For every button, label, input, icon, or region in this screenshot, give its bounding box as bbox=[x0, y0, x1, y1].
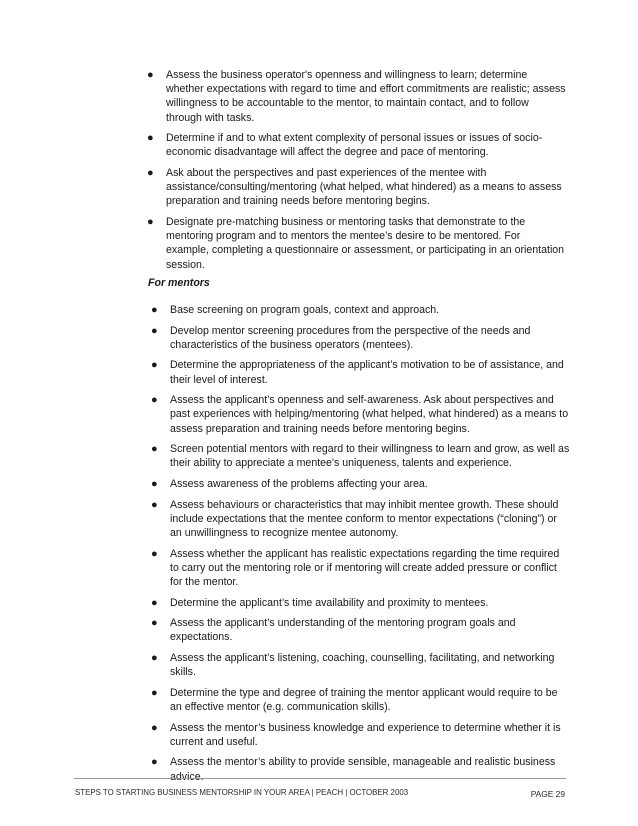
bullet-icon: ● bbox=[151, 756, 158, 769]
list-item bbox=[146, 68, 566, 125]
bullet-icon: ● bbox=[151, 498, 158, 511]
bullet-icon: ● bbox=[151, 686, 158, 699]
list-item-text: Ask about the perspectives and past experiences of the mentee with assistance/consulting/mentoring (what helped, what hindered) as a means to assess preparation and training needs before mentoring begins. bbox=[166, 167, 562, 208]
list-item-text: Base screening on program goals, context and approach. bbox=[170, 304, 440, 316]
bullet-icon: ● bbox=[147, 69, 154, 81]
list-item bbox=[146, 616, 571, 644]
page-number: PAGE 29 bbox=[530, 789, 565, 799]
list-item-text: Assess the mentor’s business knowledge and experience to determine whether it is current and useful. bbox=[170, 721, 561, 748]
list-item-text: Determine the appropriateness of the applicant’s motivation to be of assistance, and their level of interest. bbox=[170, 359, 564, 386]
mentor-screening-list bbox=[146, 303, 571, 790]
list-item-text: Determine if and to what extent complexity of personal issues or issues of socio-economic disadvantage will affect the degree and pace of mentoring. bbox=[166, 132, 543, 159]
list-item-text: Designate pre-matching business or mentoring tasks that demonstrate to the mentoring program and to mentors the mentee’s desire to be mentored. For example, completing a questionnaire or assessment, or participating in an orientation session. bbox=[166, 216, 565, 271]
list-item bbox=[146, 498, 571, 541]
list-item bbox=[146, 547, 571, 590]
bullet-icon: ● bbox=[151, 651, 158, 664]
list-item-text: Screen potential mentors with regard to their willingness to learn and grow, as well as their ability to appreciate a mentee's uniqueness, talents and experience. bbox=[170, 443, 570, 470]
list-item bbox=[146, 686, 571, 714]
list-item bbox=[146, 721, 571, 749]
list-item bbox=[146, 358, 571, 386]
bullet-icon: ● bbox=[151, 596, 158, 609]
bullet-icon: ● bbox=[151, 443, 158, 456]
bullet-icon: ● bbox=[147, 216, 154, 228]
bullet-icon: ● bbox=[151, 617, 158, 630]
list-item bbox=[146, 755, 571, 783]
list-item bbox=[146, 651, 571, 679]
list-item-text: Assess behaviours or characteristics that may inhibit mentee growth. These should include expectations that the mentee conform to mentor expectations (“cloning”) or an unwillingness to recognize mentee autonomy. bbox=[170, 498, 559, 539]
list-item-text: Assess the applicant’s listening, coaching, counselling, facilitating, and networking skills. bbox=[170, 651, 555, 679]
list-item-text: Assess the applicant’s understanding of the mentoring program goals and expectations. bbox=[170, 617, 516, 644]
list-item-text: Assess the mentor’s ability to provide sensible, manageable and realistic business advice. bbox=[170, 756, 556, 783]
list-item bbox=[146, 166, 566, 209]
list-item bbox=[146, 393, 571, 436]
mentee-screening-list bbox=[146, 68, 566, 278]
list-item bbox=[146, 324, 571, 352]
footer-divider bbox=[74, 778, 566, 779]
list-item-text: Develop mentor screening procedures from the perspective of the needs and characteristics of the business operators (mentees). bbox=[170, 324, 531, 351]
bullet-icon: ● bbox=[151, 394, 158, 407]
footer-document-title: STEPS TO STARTING BUSINESS MENTORSHIP IN YOUR AREA | PEACH | OCTOBER 2003 bbox=[75, 788, 409, 797]
list-item bbox=[146, 215, 566, 272]
bullet-icon: ● bbox=[151, 304, 158, 316]
list-item bbox=[146, 442, 571, 470]
list-item-text: Assess the applicant’s openness and self-awareness. Ask about perspectives and past experiences with helping/mentoring (what helped, what hindered) as a means to assess preparation and training needs before mentoring begins. bbox=[170, 394, 569, 435]
list-item bbox=[146, 131, 566, 159]
bullet-icon: ● bbox=[151, 547, 158, 560]
bullet-icon: ● bbox=[151, 721, 158, 734]
section-heading: For mentors bbox=[148, 277, 210, 289]
list-item-text: Assess whether the applicant has realistic expectations regarding the time required to carry out the mentoring role or if mentoring will create added pressure or conflict for the mentor. bbox=[170, 547, 560, 588]
list-item-text: Determine the applicant’s time availability and proximity to mentees. bbox=[170, 596, 489, 609]
list-item-text: Assess awareness of the problems affecting your area. bbox=[170, 477, 428, 490]
list-item-text: Determine the type and degree of training the mentor applicant would require to be an effective mentor (e.g. communication skills). bbox=[170, 686, 558, 713]
bullet-icon: ● bbox=[147, 167, 154, 179]
list-item bbox=[146, 303, 571, 317]
bullet-icon: ● bbox=[147, 132, 154, 145]
list-item bbox=[146, 477, 571, 491]
list-item-text: Assess the business operator's openness and willingness to learn; determine whether expectations with regard to time and effort commitments are realistic; assess willingness to be accountable to the mentor, to maintain contact, and to follow through with tasks. bbox=[166, 69, 566, 124]
bullet-icon: ● bbox=[151, 324, 158, 337]
bullet-icon: ● bbox=[151, 477, 158, 490]
bullet-icon: ● bbox=[151, 359, 158, 372]
list-item bbox=[146, 596, 571, 610]
